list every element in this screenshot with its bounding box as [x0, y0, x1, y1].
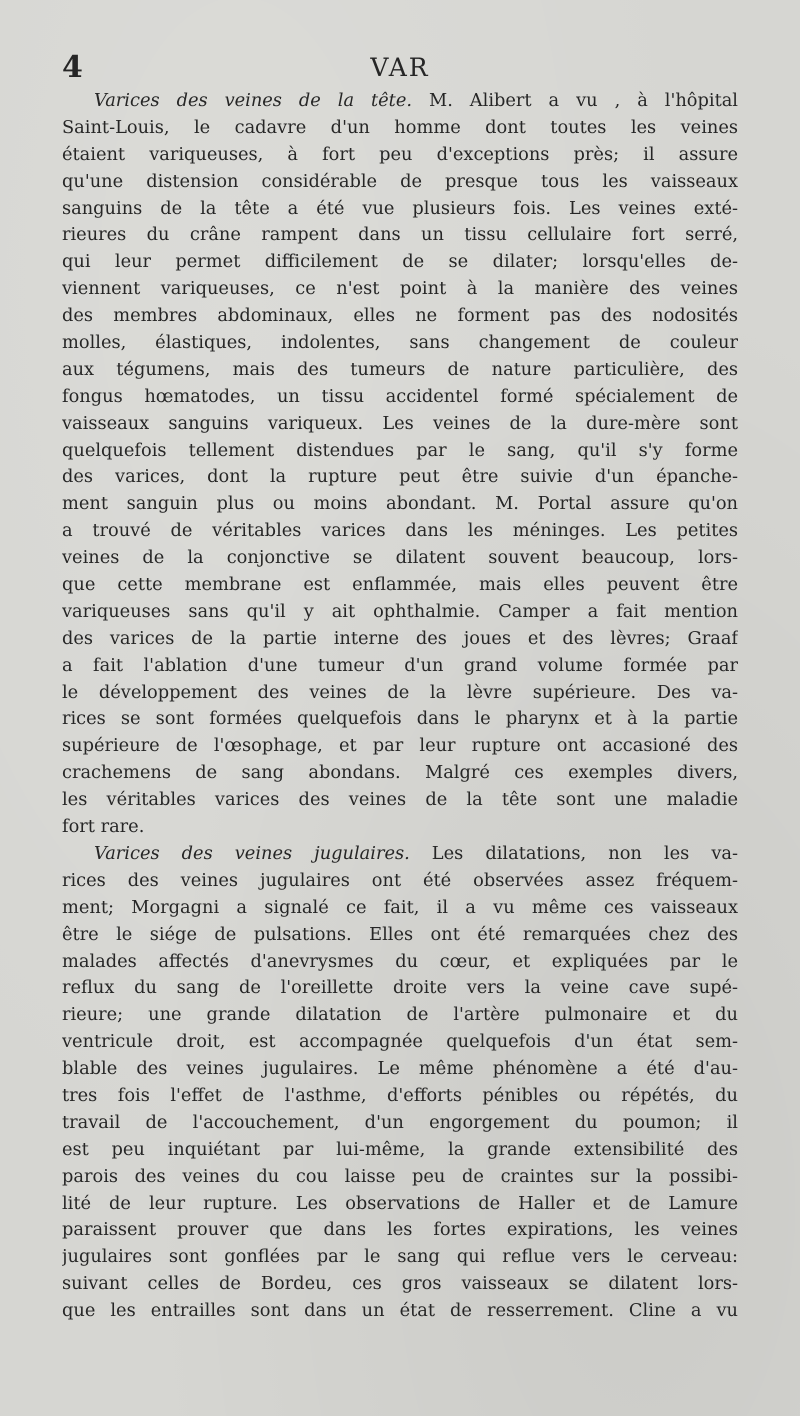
text-line: travail de l'accouchement, d'un engorgement du poumon; il [62, 1111, 738, 1133]
section-heading: Varices des veines jugulaires. [94, 842, 410, 864]
text-line: des membres abdominaux, elles ne forment pas des nodosités [62, 305, 738, 327]
text-line: viennent variqueuses, ce n'est point à la manière des veines [62, 278, 738, 300]
text-line: lité de leur rupture. Les observations de Haller et de Lamure [62, 1192, 738, 1214]
text-line: suivant celles de Bordeu, ces gros vaisseaux se dilatent lors- [62, 1273, 738, 1295]
text-line: a trouvé de véritables varices dans les méninges. Les petites [62, 520, 738, 542]
text-line: des varices, dont la rupture peut être suivie d'un épanche- [62, 466, 738, 488]
text-line: ventricule droit, est accompagnée quelquefois d'un état sem- [62, 1031, 738, 1053]
text-line: tres fois l'effet de l'asthme, d'efforts pénibles ou répétés, du [62, 1084, 738, 1106]
text-line: rices se sont formées quelquefois dans le pharynx et à la partie [62, 708, 738, 730]
text-line: ment sanguin plus ou moins abondant. M. Portal assure qu'on [62, 493, 738, 515]
text-line: qu'une distension considérable de presque tous les vaisseaux [62, 170, 738, 192]
text-line: étaient variqueuses, à fort peu d'exceptions près; il assure [62, 143, 738, 165]
text-line: quelquefois tellement distendues par le sang, qu'il s'y forme [62, 439, 738, 461]
text-line: veines de la conjonctive se dilatent souvent beaucoup, lors- [62, 547, 738, 569]
text-line: Saint-Louis, le cadavre d'un homme dont toutes les veines [62, 116, 738, 138]
text-line: ment; Morgagni a signalé ce fait, il a vu même ces vaisseaux [62, 896, 738, 918]
text-line: blable des veines jugulaires. Le même phénomène a été d'au- [62, 1058, 738, 1080]
running-head: VAR [370, 53, 430, 82]
text-line: vaisseaux sanguins variqueux. Les veines de la dure-mère sont [62, 412, 738, 434]
text-line: crachemens de sang abondans. Malgré ces exemples divers, [62, 762, 738, 784]
text-line: les véritables varices des veines de la tête sont une maladie [62, 789, 738, 811]
text-line: que les entrailles sont dans un état de resserrement. Cline a vu [62, 1300, 738, 1322]
page-header [62, 50, 738, 86]
text-line: fort rare. [62, 816, 145, 838]
paragraph-varices-jugulaires [62, 841, 738, 1325]
text-line: molles, élastiques, indolentes, sans changement de couleur [62, 332, 738, 354]
text-line: le développement des veines de la lèvre supérieure. Des va- [62, 681, 738, 703]
text-line: être le siége de pulsations. Elles ont été remarquées chez des [62, 923, 738, 945]
page-number: 4 [62, 50, 83, 85]
section-heading: Varices des veines de la tête. [94, 90, 413, 111]
text-line: rieure; une grande dilatation de l'artère pulmonaire et du [62, 1004, 738, 1026]
text-line: sanguins de la tête a été vue plusieurs fois. Les veines exté- [62, 197, 738, 219]
text-line: a fait l'ablation d'une tumeur d'un grand volume formée par [62, 654, 738, 676]
text-line: rices des veines jugulaires ont été observées assez fréquem- [62, 869, 738, 891]
text-line: paraissent prouver que dans les fortes expirations, les veines [62, 1219, 738, 1241]
text-line: rieures du crâne rampent dans un tissu cellulaire fort serré, [62, 224, 738, 246]
text-line: jugulaires sont gonflées par le sang qui reflue vers le cerveau: [62, 1246, 738, 1268]
text-line: malades affectés d'anevrysmes du cœur, et expliquées par le [62, 950, 738, 972]
text-line: parois des veines du cou laisse peu de craintes sur la possibi- [62, 1165, 738, 1187]
text-line: est peu inquiétant par lui-même, la grande extensibilité des [62, 1138, 738, 1160]
text-line: supérieure de l'œsophage, et par leur rupture ont accasioné des [62, 735, 738, 757]
text-line: Varices des veines de la tête. M. Alibert a vu , à l'hôpital [94, 90, 738, 111]
text-line: qui leur permet difficilement de se dilater; lorsqu'elles de- [62, 251, 738, 273]
text-line: aux tégumens, mais des tumeurs de nature particulière, des [62, 358, 738, 380]
text-line: fongus hœmatodes, un tissu accidentel formé spécialement de [62, 385, 738, 407]
text-line: Varices des veines jugulaires. Les dilatations, non les va- [94, 842, 738, 864]
body-text [62, 88, 738, 1325]
text-line: que cette membrane est enflammée, mais elles peuvent être [62, 574, 738, 596]
text-line: des varices de la partie interne des joues et des lèvres; Graaf [62, 627, 738, 649]
text-line: variqueuses sans qu'il y ait ophthalmie. Camper a fait mention [62, 600, 738, 622]
paragraph-varices-tete [62, 88, 738, 841]
text-line: reflux du sang de l'oreillette droite vers la veine cave supé- [62, 977, 738, 999]
